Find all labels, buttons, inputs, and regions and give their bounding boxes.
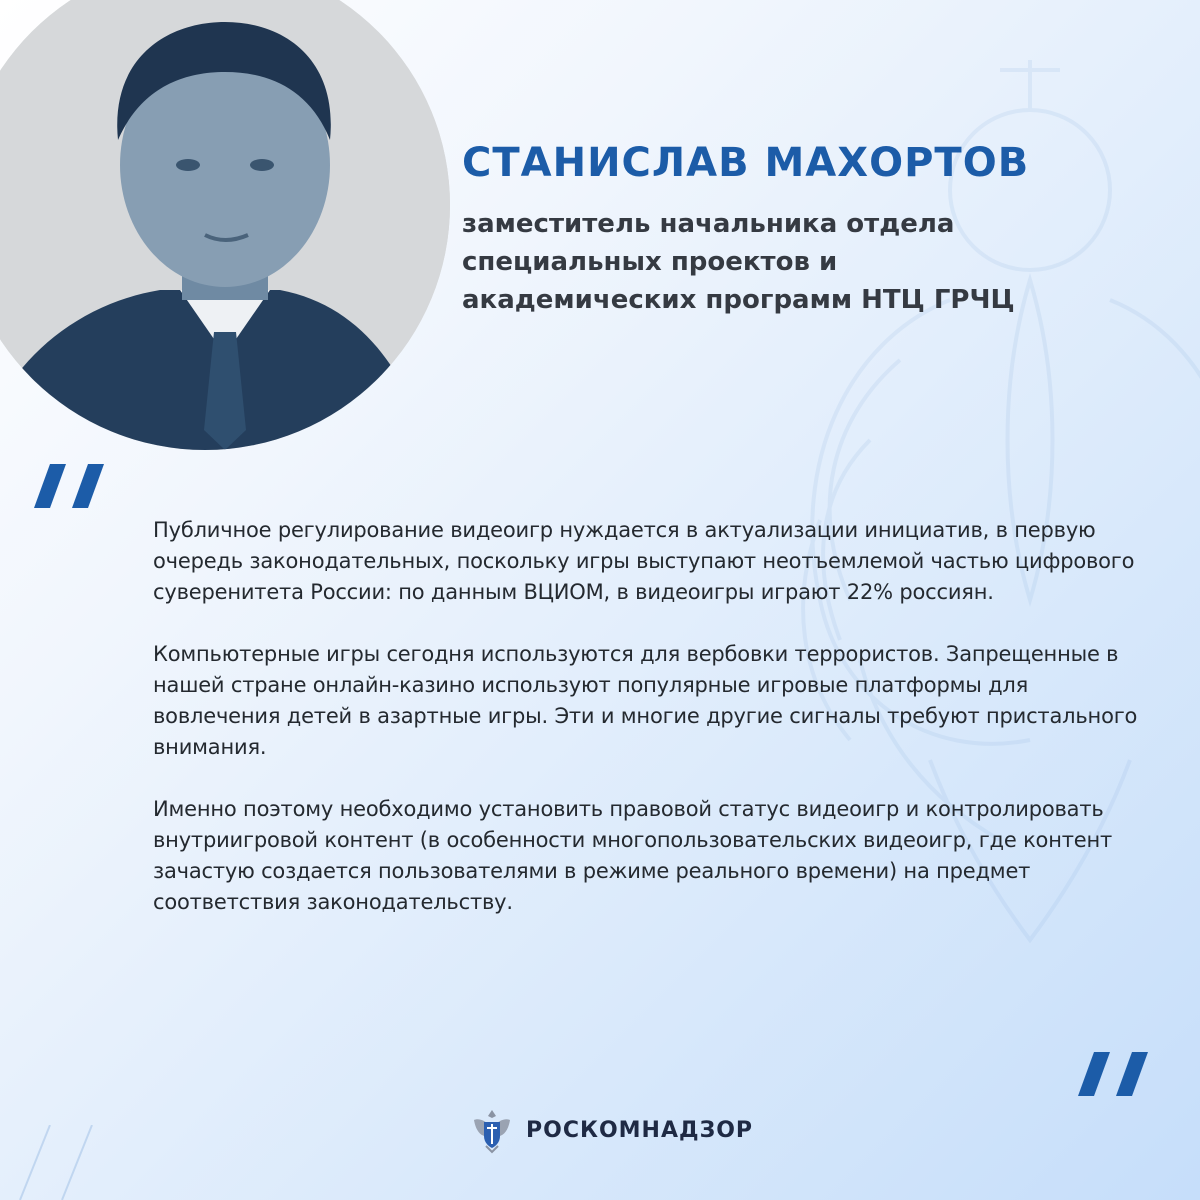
person-position <box>462 205 1182 319</box>
position-line: академических программ НТЦ ГРЧЦ <box>462 285 1015 315</box>
person-name: СТАНИСЛАВ МАХОРТОВ <box>462 140 1030 186</box>
position-line: заместитель начальника отдела <box>462 209 955 239</box>
quote-paragraph: Публичное регулирование видеоигр нуждается в актуализации инициатив, в первую очередь законодательных, поскольку игры выступают неотъемлемой частью цифрового суверенитета России: по данным ВЦИОМ, в видеоигры играют 22% россиян. <box>153 518 1135 604</box>
portrait-photo <box>0 0 450 450</box>
roskomnadzor-logo <box>468 1106 753 1154</box>
quote-paragraph: Компьютерные игры сегодня используются для вербовки террористов. Запрещенные в нашей стране онлайн-казино используют популярные игровые платформы для вовлечения детей в азартные игры. Эти и многие другие сигналы требуют пристального внимания. <box>153 642 1138 759</box>
quote-paragraph: Именно поэтому необходимо установить правовой статус видеоигр и контролировать внутриигровой контент (в особенности многопользовательских видеоигр, где контент зачастую создается пользователями в режиме реального времени) на предмет соответствия законодательству. <box>153 797 1113 914</box>
logo-text: РОСКОМНАДЗОР <box>526 1117 754 1143</box>
quote-body <box>153 515 1153 949</box>
position-line: специальных проектов и <box>462 247 838 277</box>
roskomnadzor-emblem-icon <box>468 1106 516 1154</box>
double-slash-quote-icon <box>1078 1052 1156 1096</box>
decorative-slashes <box>0 1125 140 1200</box>
double-slash-quote-icon <box>34 464 112 508</box>
